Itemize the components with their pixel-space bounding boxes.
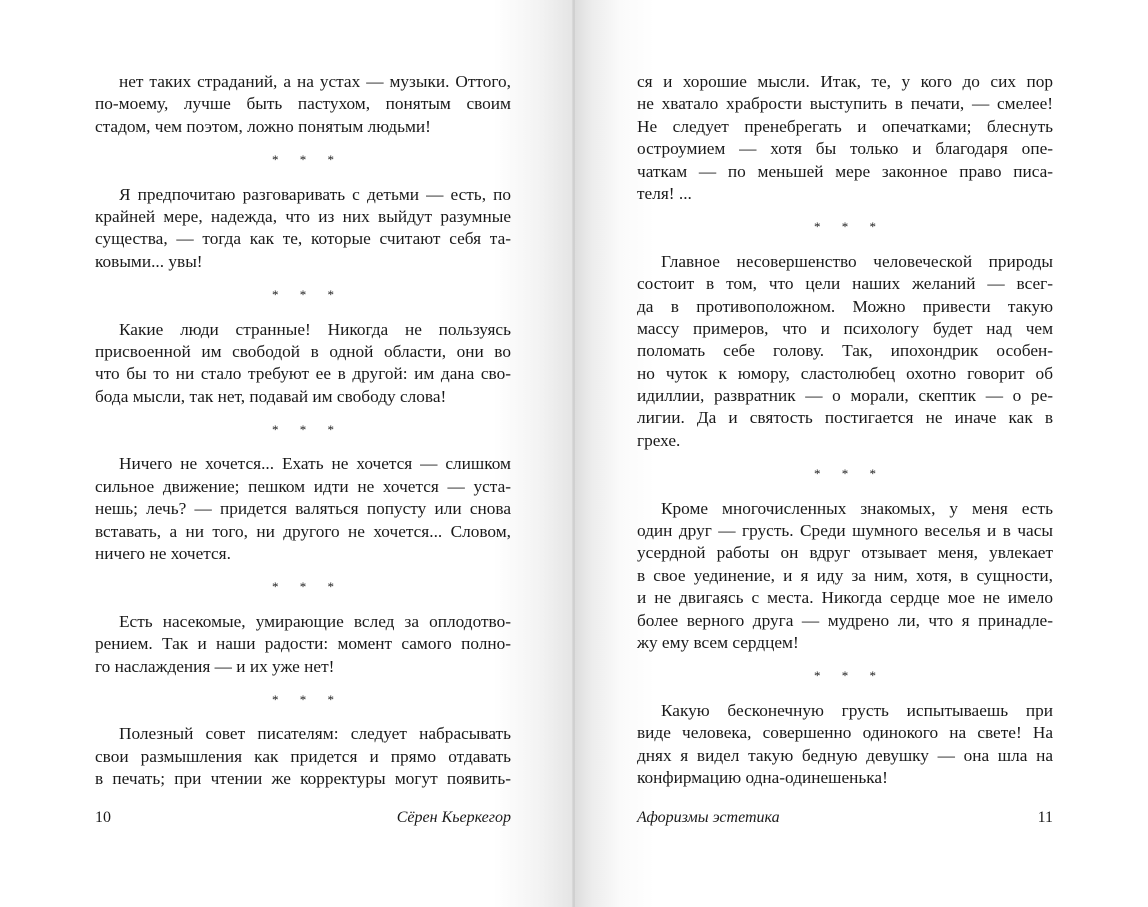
page-number-left: 10 (95, 809, 111, 826)
text-line: поломать себе голову. Так, ипохондрик особен- (637, 341, 1053, 361)
text-line: стадом, чем поэтом, ложно понятым людьми! (95, 116, 431, 136)
text-line: более верного друга — мудрено ли, что я принадле- (637, 610, 1053, 630)
text-line: в печать; при чтении же корректуры могут появить- (95, 769, 511, 789)
text-line: ковыми... увы! (95, 251, 203, 271)
text-line: один друг — грусть. Среди шумного веселья и в часы (637, 521, 1053, 541)
text-line: идиллии, развратник — о морали, скептик — о ре- (637, 386, 1053, 406)
text-line: виде человека, совершенно одинокого на свете! На (637, 723, 1053, 743)
text-line: вставать, а ни того, ни другого не хочется... Словом, (95, 521, 511, 541)
text-line: Кроме многочисленных знакомых, у меня есть (661, 498, 1053, 518)
text-line: Есть насекомые, умирающие вслед за оплодотво- (119, 611, 511, 631)
section-separator: * * * (272, 287, 343, 303)
text-line: нешь; лечь? — придется валяться попусту или снова (95, 499, 511, 519)
section-separator: * * * (272, 422, 343, 438)
right-page (574, 0, 1148, 907)
section-separator: * * * (272, 579, 343, 595)
aphorism-paragraph (95, 184, 511, 274)
aphorism-paragraph (95, 319, 511, 409)
text-line: но чуток к юмору, сластолюбец охотно говорит об (637, 363, 1053, 383)
text-line: по-моему, лучше быть пастухом, понятым своим (95, 94, 511, 114)
text-line: рением. Так и наши радости: момент самого полно- (95, 634, 511, 654)
text-line: Я предпочитаю разговаривать с детьми — есть, по (119, 184, 511, 204)
text-line: Какую бесконечную грусть испытываешь при (661, 700, 1053, 720)
text-line: не хватало храбрости выступить в печати, — смелее! (637, 94, 1053, 114)
text-line: состоит в том, что цели наших желаний — всег- (637, 274, 1053, 294)
text-line: го наслаждения — и их уже нет! (95, 656, 335, 676)
section-separator: * * * (814, 466, 885, 482)
section-separator: * * * (814, 668, 885, 684)
right-page-text (637, 71, 1053, 789)
text-line: Главное несовершенство человеческой природы (661, 251, 1053, 271)
text-line: сильное движение; пешком идти не хочется — уста- (95, 476, 511, 496)
running-title-left: Сёрен Кьеркегор (396, 809, 511, 826)
text-line: что бы то ни стало требуют ее в другой: им дана сво- (95, 364, 511, 384)
text-line: Какие люди странные! Никогда не пользуясь (119, 319, 511, 339)
aphorism-paragraph (95, 611, 511, 678)
text-line: крайней мере, надежда, что из них выйдут разумные (95, 206, 511, 226)
text-line: массу примеров, что и психологу будет над чем (637, 318, 1053, 338)
text-line: ся и хорошие мысли. Итак, те, у кого до сих пор (637, 72, 1053, 91)
section-separator: * * * (814, 219, 885, 235)
text-line: существа, — тогда как те, которые считают себя та- (95, 229, 511, 249)
section-separator: * * * (272, 691, 343, 707)
text-line: чаткам — по меньшей мере законное право писа- (637, 161, 1053, 181)
text-line: конфирмацию одна-одинешенька! (637, 767, 888, 787)
page-number-right: 11 (1037, 809, 1053, 826)
aphorism-paragraph (95, 71, 511, 138)
running-title-right: Афоризмы эстетика (637, 809, 780, 826)
text-line: присвоенной им свободой в одной области, они во (95, 341, 511, 361)
text-line: днях я видел такую бедную девушку — она шла на (637, 745, 1053, 765)
text-line: в свое уединение, и я иду за ним, хотя, в сущности, (637, 565, 1053, 585)
text-line: усердной работы он вдруг отзывает меня, увлекает (637, 543, 1053, 563)
aphorism-paragraph (95, 723, 511, 790)
text-line: лигии. Да и святость постигается не иначе как в (637, 408, 1053, 428)
aphorism-paragraph (637, 71, 1053, 205)
text-line: остроумием — хотя бы только и благодаря опе- (637, 139, 1053, 159)
aphorism-paragraph (95, 453, 511, 565)
text-line: и не двигаясь с места. Никогда сердце мое не имело (637, 588, 1053, 608)
text-line: свои размышления как придется и прямо отдавать (95, 746, 511, 766)
text-line: нет таких страданий, а на устах — музыки. Оттого, (119, 72, 511, 91)
book-gutter (572, 0, 575, 907)
aphorism-paragraph (637, 251, 1053, 453)
text-line: теля! ... (637, 183, 692, 203)
aphorism-paragraph (637, 700, 1053, 790)
text-line: Полезный совет писателям: следует набрасывать (119, 724, 511, 744)
text-line: да в противоположном. Можно привести такую (637, 296, 1053, 316)
section-separator: * * * (272, 152, 343, 168)
text-line: бода мысли, так нет, подавай им свободу слова! (95, 386, 447, 406)
left-page-text (95, 71, 511, 791)
text-line: грехе. (637, 430, 681, 450)
text-line: Ничего не хочется... Ехать не хочется — слишком (119, 454, 511, 474)
text-line: Не следует пренебрегать и опечатками; блеснуть (637, 116, 1053, 136)
text-line: жу ему всем сердцем! (637, 632, 799, 652)
text-line: ничего не хочется. (95, 544, 231, 564)
aphorism-paragraph (637, 498, 1053, 655)
